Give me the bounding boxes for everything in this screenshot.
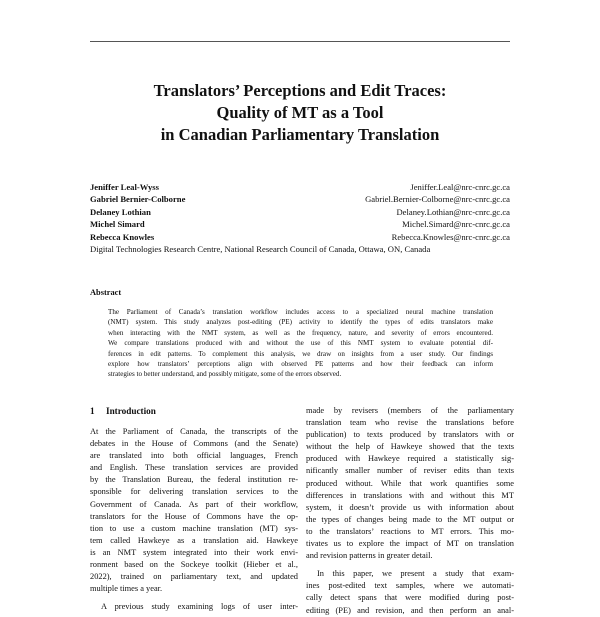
body-line: the types of changes being made to the MT output or — [306, 514, 514, 524]
author-row — [90, 206, 510, 218]
body-line: are translated into both official languages, French — [90, 451, 298, 461]
body-line: sponsible for delivering translation services to the — [90, 487, 298, 497]
title-line: Quality of MT as a Tool — [216, 103, 384, 122]
body-line: tivates us to explore the impact of MT on translation — [306, 539, 514, 549]
body-line: system, it doesn’t provide us with information about — [306, 502, 514, 512]
author-email: Delaney.Lothian@nrc-cnrc.gc.ca — [396, 206, 510, 217]
body-line: by the Translation Bureau, the federal institution re- — [90, 475, 298, 485]
abstract-line: explore how translators’ perceptions align with observed PE patterns and how their feedback can inform — [108, 360, 493, 369]
body-line: translation team who revise the translations before — [306, 418, 514, 428]
body-line: A previous study examining logs of user inter- — [101, 602, 298, 612]
abstract-line: ferences in edit patterns. To complement this analysis, we draw on insights from a user study. Our findings — [108, 349, 493, 358]
abstract-line: strategies to better understand, and possibly mitigate, some of the errors observed. — [108, 370, 342, 379]
left-column — [90, 405, 298, 613]
abstract-line: when interacting with the NMT system, as well as the frequency, nature, and severity of errors encountered. — [108, 328, 493, 337]
author-email: Michel.Simard@nrc-cnrc.gc.ca — [402, 219, 510, 230]
author-email: Jeniffer.Leal@nrc-cnrc.gc.ca — [410, 182, 510, 192]
abstract-line: The Parliament of Canada’s translation workflow includes access to a specialized neural machine translation — [108, 308, 493, 316]
author-name: Delaney Lothian — [90, 206, 151, 217]
body-line: At the Parliament of Canada, the transcripts of the — [90, 427, 298, 436]
body-line: to the translators’ reactions to MT errors. This mo- — [306, 526, 514, 536]
section-title: Introduction — [106, 406, 156, 416]
author-row — [90, 218, 510, 230]
section-heading — [90, 405, 298, 426]
body-line: editing (PE) and revision, and then perform an anal- — [306, 605, 514, 615]
author-row — [90, 193, 510, 205]
body-line: and revision patterns in greater detail. — [306, 551, 433, 561]
body-line: tion to use a custom machine translation (MT) sys- — [90, 523, 298, 533]
abstract-body — [108, 307, 493, 380]
body-line: publication) to texts produced by translators with or — [306, 430, 514, 440]
body-line: produced without. While that work quantifies some — [306, 478, 514, 488]
right-column — [306, 405, 514, 617]
abstract-line: We compare translations produced with and without the use of this NMT system to evaluate potential dif- — [108, 339, 493, 348]
body-line: multiple times a year. — [90, 584, 163, 594]
body-line: produced with Hawkeye required a statistically sig- — [306, 454, 514, 464]
header-rule — [90, 41, 510, 42]
body-line: In this paper, we present a study that exam- — [317, 569, 514, 579]
body-line: cally detect spans that were modified during post- — [306, 593, 514, 603]
body-line: is an NMT system integrated into their work envi- — [90, 547, 298, 557]
body-line: tem called Hawkeye as a translation aid. Hawkeye — [90, 535, 298, 545]
body-line: and English. These translation services are provided — [90, 463, 298, 473]
author-name: Jeniffer Leal-Wyss — [90, 182, 159, 192]
affiliation: Digital Technologies Research Centre, National Research Council of Canada, Ottawa, ON, Canada — [90, 244, 431, 255]
paper-title — [90, 80, 510, 146]
section-number: 1 — [90, 406, 95, 416]
author-block — [90, 181, 510, 255]
body-line: 2022), trained on parliamentary text, and updated — [90, 572, 298, 582]
body-line: nificantly smaller number of reviser edits than texts — [306, 466, 514, 476]
abstract-heading: Abstract — [90, 288, 122, 297]
author-row — [90, 231, 510, 243]
title-line: Translators’ Perceptions and Edit Traces: — [153, 81, 447, 100]
author-email: Gabriel.Bernier-Colborne@nrc-cnrc.gc.ca — [365, 194, 510, 205]
author-name: Michel Simard — [90, 219, 145, 230]
body-line: without the help of Hawkeye showed that the texts — [306, 442, 514, 452]
body-line: Government of Canada. As part of their workflow, — [90, 499, 298, 509]
abstract-line: (NMT) system. This study analyzes post-editing (PE) activity to identify the types of edits translators make — [108, 318, 493, 327]
body-line: differences in translations with and without this MT — [306, 490, 514, 500]
author-email: Rebecca.Knowles@nrc-cnrc.gc.ca — [391, 231, 510, 242]
title-line: in Canadian Parliamentary Translation — [160, 125, 440, 144]
body-line: translators for the House of Commons have the op- — [90, 511, 298, 521]
body-line: ines post-edited text samples, where we automati- — [306, 581, 514, 591]
author-row — [90, 181, 510, 193]
author-name: Rebecca Knowles — [90, 231, 155, 242]
author-name: Gabriel Bernier-Colborne — [90, 194, 186, 205]
body-line: ronment based on the Sockeye toolkit (Hieber et al., — [90, 560, 298, 570]
body-line: made by revisers (members of the parliamentary — [306, 406, 514, 415]
body-line: debates in the House of Commons (and the Senate) — [90, 439, 298, 449]
